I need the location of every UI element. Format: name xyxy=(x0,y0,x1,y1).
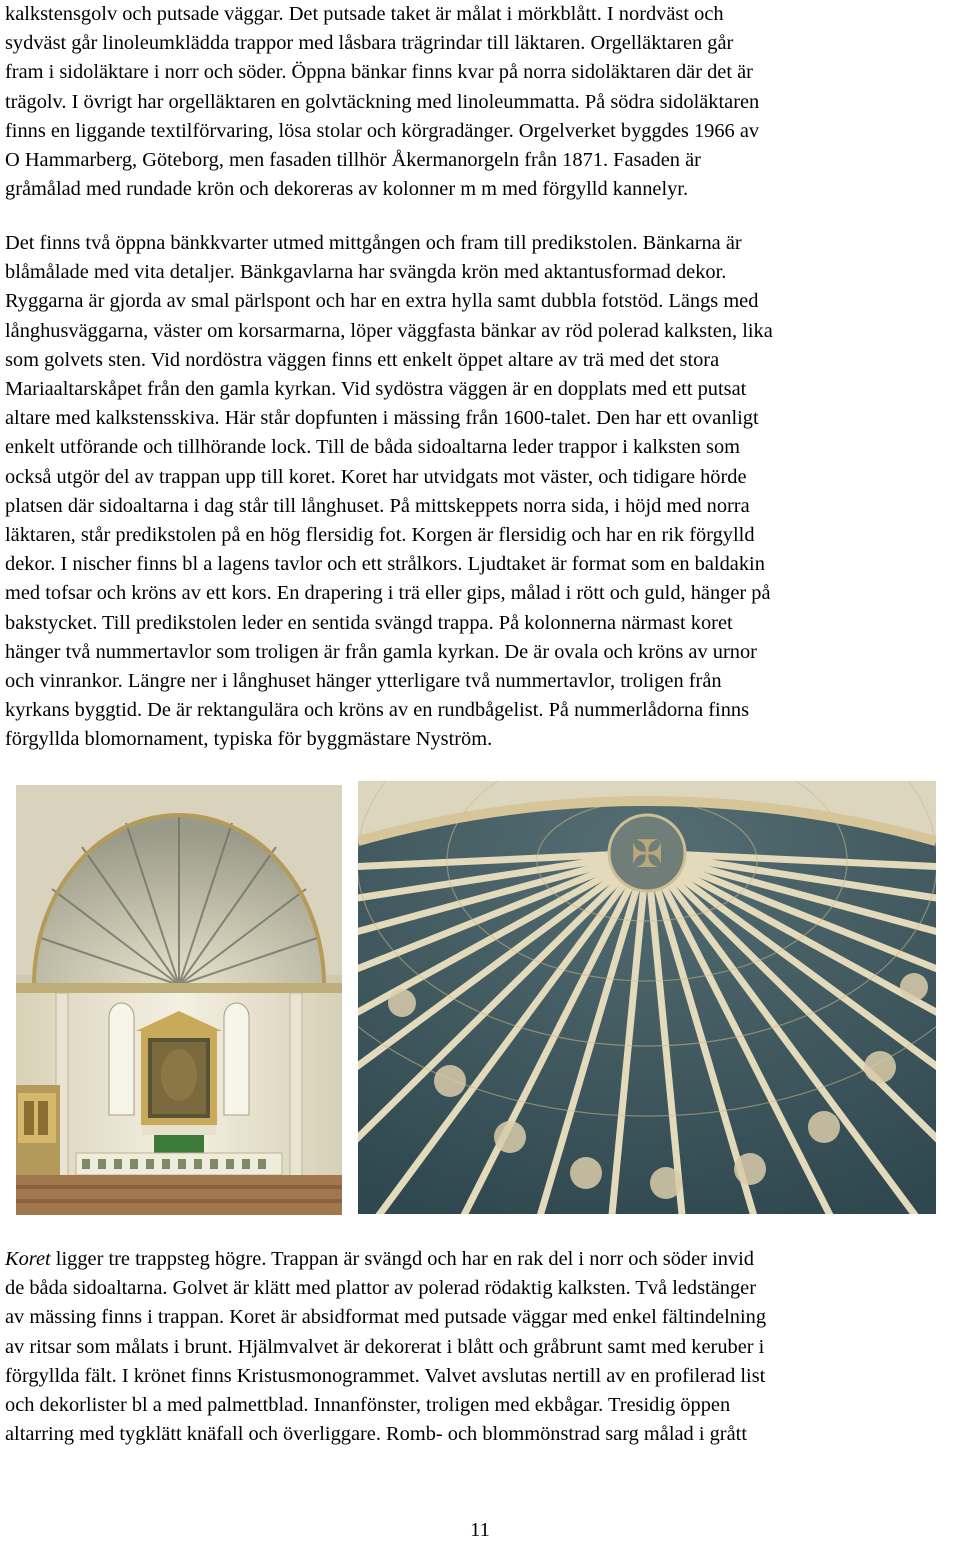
dome-photo-image xyxy=(358,781,936,1214)
text-line: och vinrankor. Längre ner i långhuset hänger ytterligare två nummertavlor, troligen från xyxy=(5,670,722,693)
text-line: av mässing finns i trappan. Koret är absidformat med putsade väggar med enkel fältindelning xyxy=(5,1306,767,1329)
text-line: enkelt utförande och tillhörande lock. Till de båda sidoaltarna leder trappor i kalksten som xyxy=(5,436,740,459)
text-line: trägolv. I övrigt har orgelläktaren en golvtäckning med linoleummatta. På södra sidoläktaren xyxy=(5,90,760,113)
text-line: bakstycket. Till predikstolen leder en sentida svängd trappa. På kolonnerna närmast koret xyxy=(5,611,733,634)
choir-photo xyxy=(16,785,342,1215)
text-line: O Hammarberg, Göteborg, men fasaden tillhör Åkermanorgeln från 1871. Fasaden är xyxy=(5,149,701,172)
choir-heading: Koret xyxy=(5,1248,51,1270)
text-line: med tofsar och kröns av ett kors. En drapering i trä eller gips, målad i rött och guld, hänger på xyxy=(5,582,771,605)
page-number: 11 xyxy=(470,1519,490,1541)
text-line xyxy=(5,1245,957,1274)
paragraph-pews-pulpit xyxy=(5,229,957,755)
text-line: fram i sidoläktare i norr och söder. Öppna bänkar finns kvar på norra sidoläktaren där det är xyxy=(5,61,753,84)
text-line: blåmålade med vita detaljer. Bänkgavlarna har svängda krön med aktantusformad dekor. xyxy=(5,261,727,284)
text-line: av ritsar som målats i brunt. Hjälmvalvet är dekorerat i blått och gråbrunt samt med keruber i xyxy=(5,1335,765,1358)
dome-photo xyxy=(358,781,936,1214)
text-line: kalkstensgolv och putsade väggar. Det putsade taket är målat i mörkblått. I nordväst och xyxy=(5,3,724,25)
text-line: förgyllda blomornament, typiska för byggmästare Nyström. xyxy=(5,728,493,751)
text-line: altarring med tygklätt knäfall och överliggare. Romb- och blommönstrad sarg målad i grått xyxy=(5,1423,747,1446)
text-line: som golvets sten. Vid nordöstra väggen finns ett enkelt öppet altare av trä med det stora xyxy=(5,348,720,371)
text-line: platsen där sidoaltarna i dag står till långhuset. På mittskeppets norra sida, i höjd med norra xyxy=(5,494,750,517)
text-line: Ryggarna är gjorda av smal pärlspont och har en extra hylla samt dubbla fotstöd. Längs med xyxy=(5,290,759,313)
text-line: långhusväggarna, väster om korsarmarna, löper väggfasta bänkar av röd polerad kalksten, lika xyxy=(5,319,773,342)
text-line-rest: ligger tre trappsteg högre. Trappan är svängd och har en rak del i norr och söder invid xyxy=(50,1248,754,1270)
text-line: kyrkans byggtid. De är rektangulära och kröns av en rundbågelist. På nummerlådorna finns xyxy=(5,699,750,722)
text-line: Det finns två öppna bänkkvarter utmed mittgången och fram till predikstolen. Bänkarna är xyxy=(5,232,742,254)
text-line: dekor. I nischer finns bl a lagens tavlor och ett strålkors. Ljudtaket är format som en baldakin xyxy=(5,553,765,576)
text-line: de båda sidoaltarna. Golvet är klätt med plattor av polerad rödaktig kalksten. Två ledstänger xyxy=(5,1277,756,1300)
text-line: förgyllda fält. I krönet finns Kristusmonogrammet. Valvet avslutas nertill av en profilerad list xyxy=(5,1364,766,1387)
text-line: sydväst går linoleumklädda trappor med låsbara trägrindar till läktaren. Orgelläktaren går xyxy=(5,32,734,55)
text-line: gråmålad med rundade krön och dekoreras av kolonner m m med förgylld kannelyr. xyxy=(5,178,689,201)
text-line: altare med kalkstensskiva. Här står dopfunten i mässing från 1600-talet. Den har ett ovanligt xyxy=(5,407,759,430)
text-line: hänger två nummertavlor som troligen är från gamla kyrkan. De är ovala och kröns av urnor xyxy=(5,640,757,663)
text-line: finns en liggande textilförvaring, lösa stolar och körgradänger. Orgelverket byggdes 1966 av xyxy=(5,119,760,142)
text-line: också utgör del av trappan upp till koret. Koret har utvidgats mot väster, och tidigare hörde xyxy=(5,465,747,488)
text-line: och dekorlister bl a med palmettblad. Innanfönster, troligen med ekbågar. Tresidig öppen xyxy=(5,1394,731,1417)
text-line: Mariaaltarskåpet från den gamla kyrkan. Vid sydöstra väggen är en dopplats med ett putsat xyxy=(5,378,747,401)
choir-photo-image xyxy=(16,785,342,1215)
text-line: läktaren, står predikstolen på en hög flersidig fot. Korgen är flersidig och har en rik förgylld xyxy=(5,524,755,547)
paragraph-galleries xyxy=(5,0,957,204)
svg-text:✠: ✠ xyxy=(631,832,663,876)
paragraph-choir xyxy=(5,1245,957,1449)
